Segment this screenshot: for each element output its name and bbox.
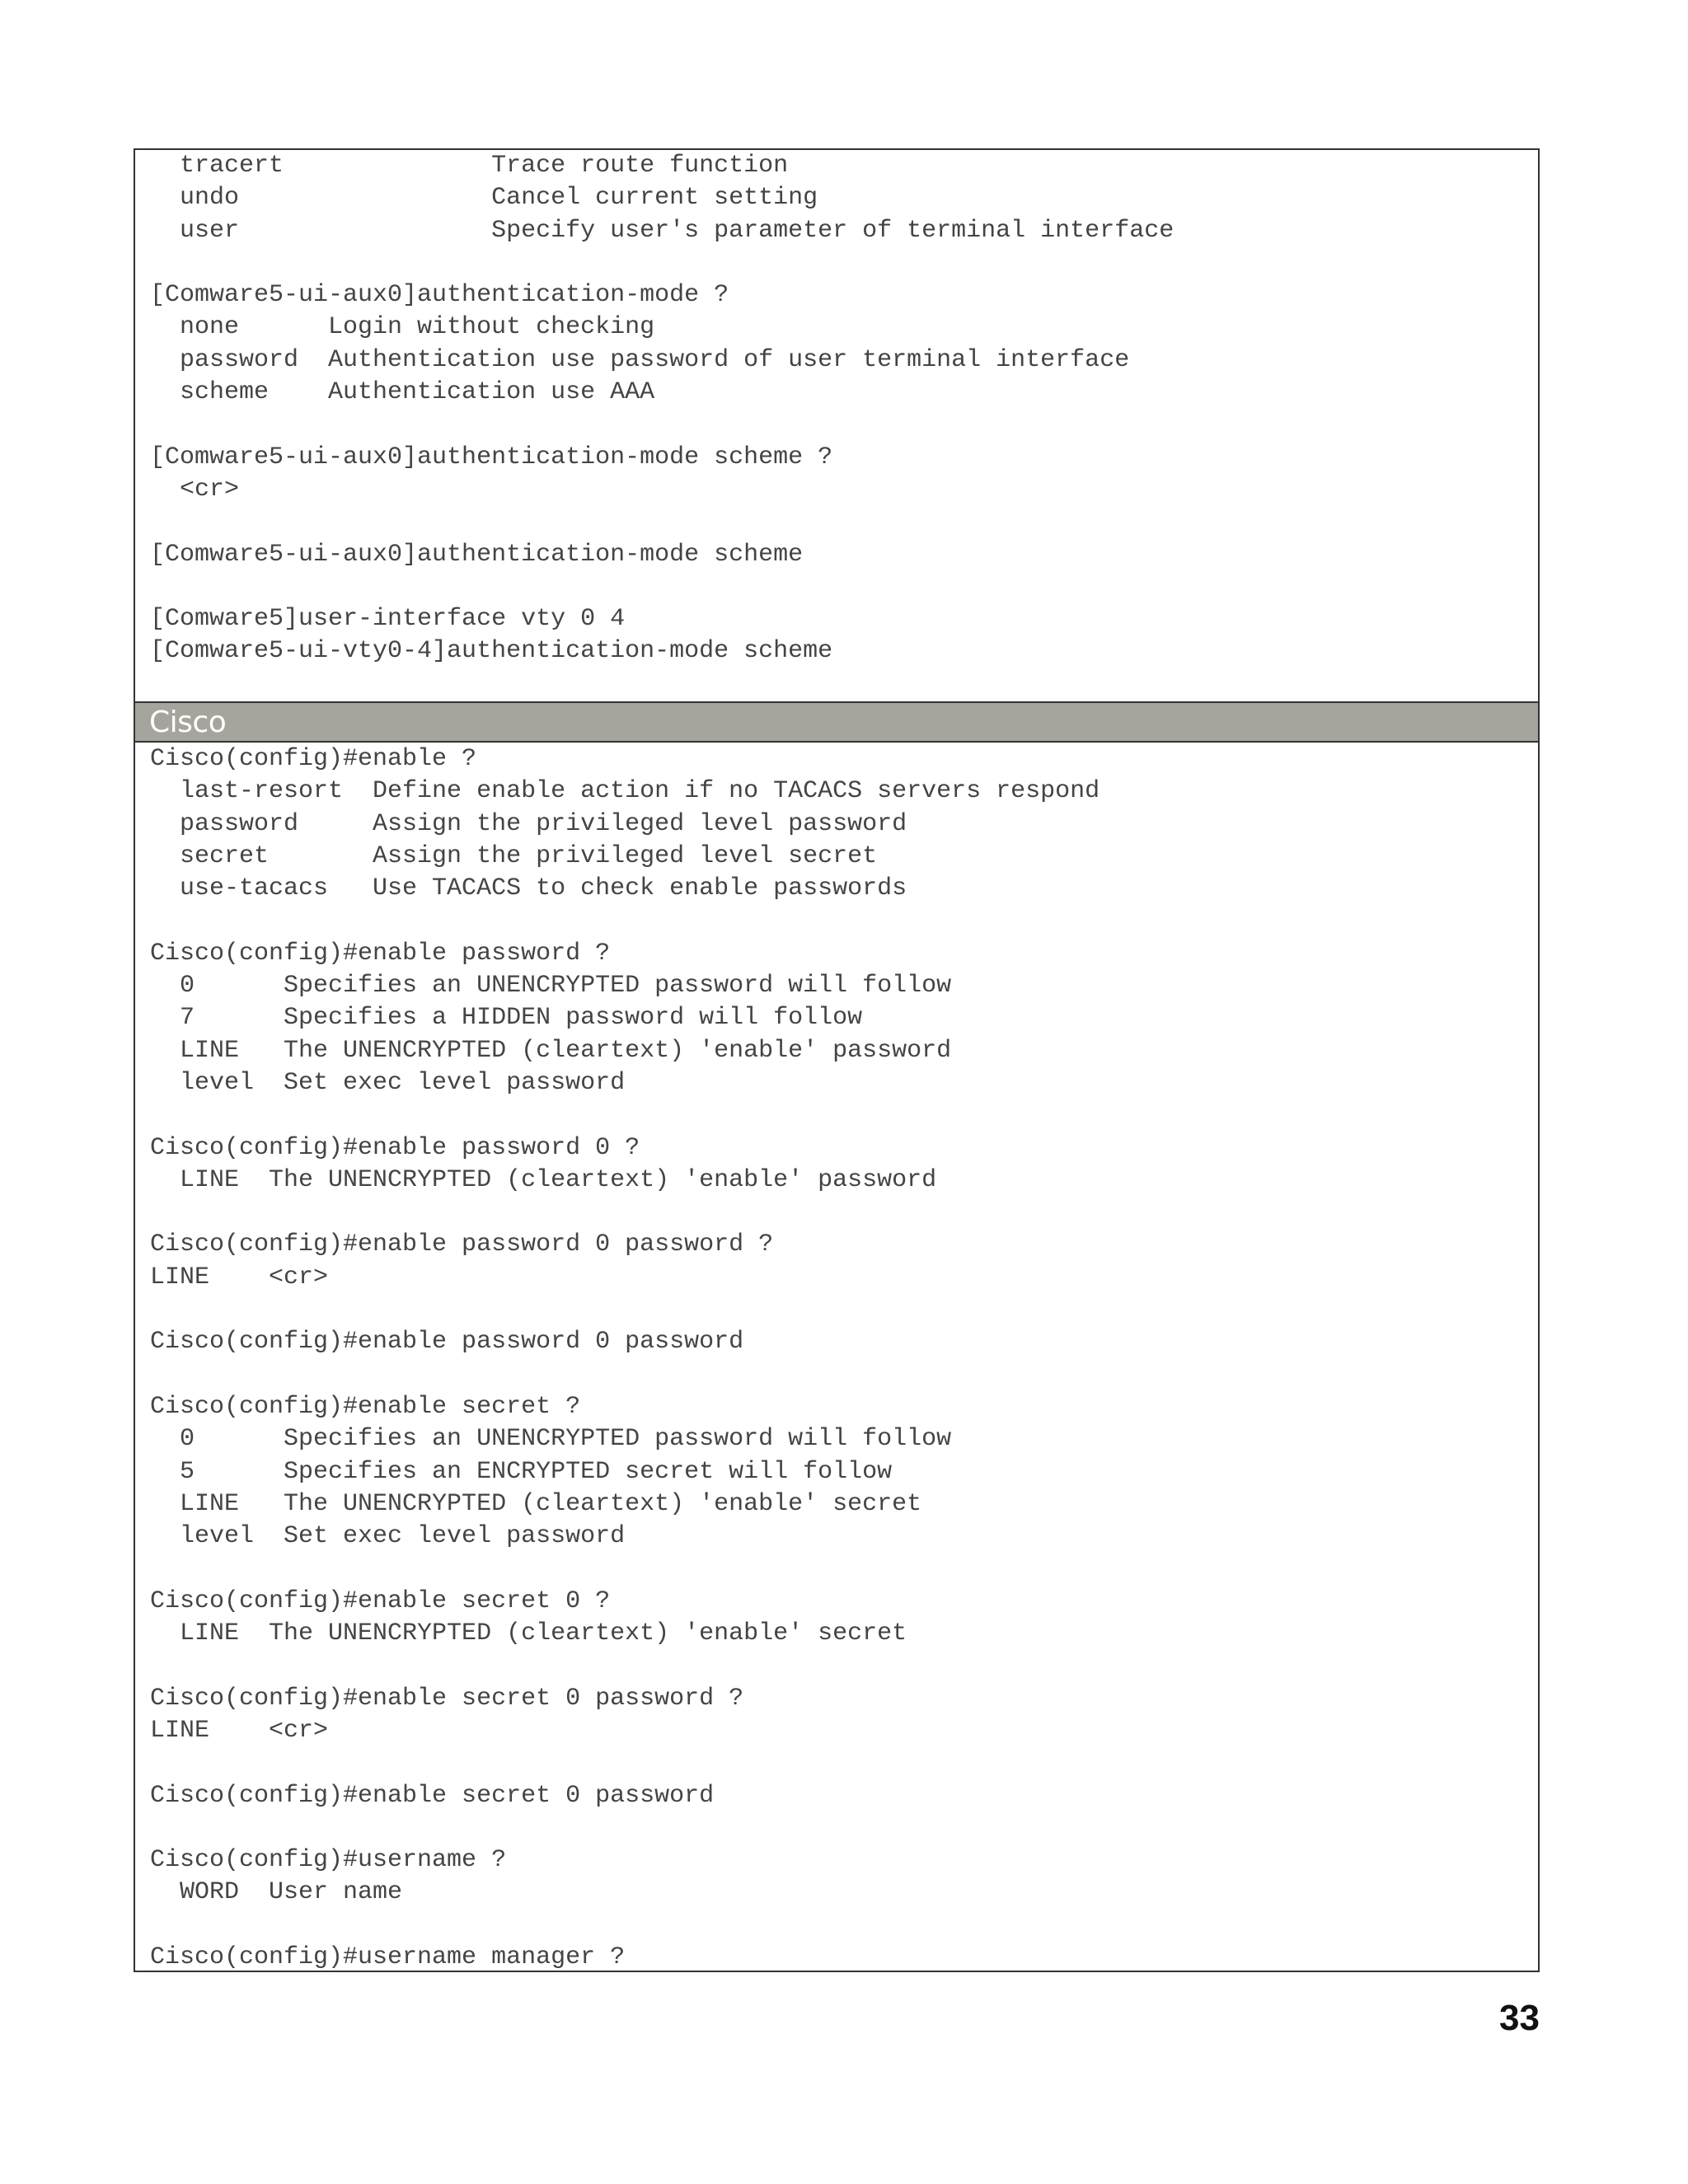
- section-header-label: Cisco: [149, 705, 227, 739]
- page-number: 33: [1499, 1998, 1540, 2038]
- section-header-bar: [135, 701, 1538, 743]
- comware-code-section: [135, 150, 1538, 702]
- code-listing-box: [134, 148, 1540, 1972]
- cisco-code-lines: Cisco(config)#enable ? last-resort Define enable action if no TACACS servers respond password Assign the privileged level password secret Assign the privileged level secret use-tacacs Use TACACS to check enable passwords Cisco(config)#enable password ? 0 Specifies an UNENCRYPTED password will follow 7 Specifies a HIDDEN password will follow LINE The UNENCRYPTED (cleartext) 'enable' password level Set exec level password Cisco(config)#enable password 0 ? LINE The UNENCRYPTED (cleartext) 'enable' password Cisco(config)#enable password 0 password ? LINE <cr> Cisco(config)#enable password 0 password Cisco(config)#enable secret ? 0 Specifies an UNENCRYPTED password will follow 5 Specifies an ENCRYPTED secret will follow LINE The UNENCRYPTED (cleartext) 'enable' secret level Set exec level password Cisco(config)#enable secret 0 ? LINE The UNENCRYPTED (cleartext) 'enable' secret Cisco(config)#enable secret 0 password ? LINE <cr> Cisco(config)#enable secret 0 password Cisco(config)#username ? WORD User name Cisco(config)#username manager ?: [150, 745, 1100, 1971]
- comware-code-lines: tracert Trace route function undo Cancel current setting user Specify user's parameter of terminal interface [Comware5-ui-aux0]authentication-mode ? none Login without checking password Authentication use password of user terminal interface scheme Authentication use AAA [Comware5-ui-aux0]authentication-mode scheme ? <cr> [Comware5-ui-aux0]authentication-mode scheme [Comware5]user-interface vty 0 4 [Comware5-ui-vty0-4]authentication-mode scheme: [150, 152, 1175, 666]
- cisco-code-section: [135, 743, 1538, 1971]
